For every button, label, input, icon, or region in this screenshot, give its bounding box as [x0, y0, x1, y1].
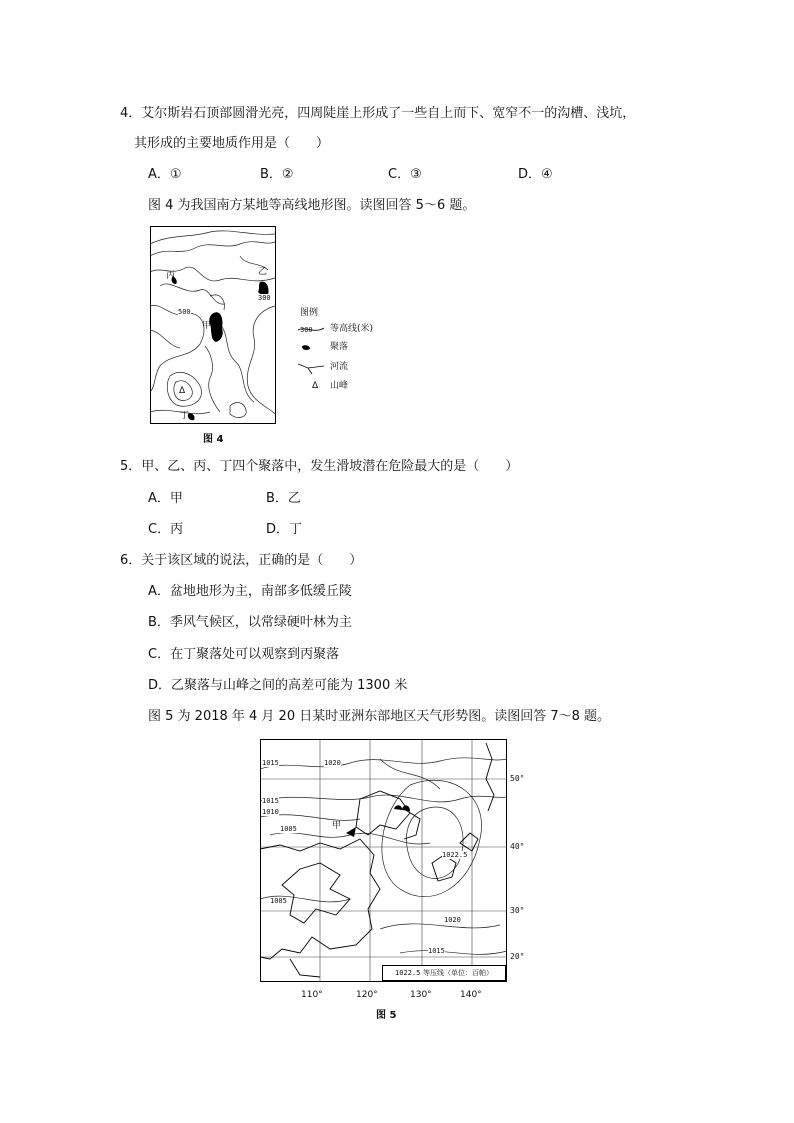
q6-option-b: B．季风气候区，以常绿硬叶林为主	[148, 615, 352, 630]
q6-stem: 6．关于该区域的说法，正确的是（ ）	[120, 553, 363, 568]
fig5-legend-value: 1022.5	[395, 969, 421, 977]
q4-option-a: A．①	[148, 167, 182, 182]
q4-option-b: B．②	[260, 167, 294, 182]
fig5-isobar-1005-a: 1005	[280, 825, 297, 833]
fig4-contour-label-300: 300	[258, 294, 271, 302]
q4-option-d: D．④	[518, 167, 553, 182]
q4-option-c: C．③	[388, 167, 422, 182]
fig4-intro: 图 4 为我国南方某地等高线地形图。读图回答 5～6 题。	[148, 198, 476, 213]
fig5-isobar-1015-a: 1015	[262, 759, 279, 767]
fig4-legend-contour: 等高线(米)	[330, 324, 374, 334]
q6-option-d: D．乙聚落与山峰之间的高差可能为 1300 米	[148, 678, 408, 693]
fig4-legend-title: 图例	[300, 308, 319, 318]
fig4-peak-symbol: Δ	[179, 386, 186, 396]
fig5-label-jia: 甲	[332, 821, 342, 831]
fig4-label-jia: 甲	[202, 321, 212, 331]
fig4-legend-contour-value: 300	[300, 326, 313, 334]
q5-option-c: C．丙	[148, 522, 184, 537]
fig4-contour-label-500: 500	[178, 308, 191, 316]
fig5-map-lines	[260, 739, 530, 984]
q4-stem-line2: 其形成的主要地质作用是（ ）	[134, 136, 330, 151]
q6-option-a: A．盆地地形为主，南部多低缓丘陵	[148, 584, 352, 599]
fig5-isobar-1020-b: 1020	[444, 916, 461, 924]
fig4-caption: 图 4	[203, 434, 224, 445]
fig5-lon-130: 130°	[410, 990, 432, 1000]
fig5-lon-120: 120°	[356, 990, 378, 1000]
fig5-lon-140: 140°	[460, 990, 482, 1000]
fig4-legend-peak-symbol: Δ	[312, 381, 319, 391]
fig5-weather-map	[260, 739, 530, 984]
fig5-isobar-1015-c: 1015	[428, 947, 445, 955]
q5-option-b: B．乙	[266, 491, 301, 506]
fig5-isobar-1020-a: 1020	[324, 759, 341, 767]
fig5-isobar-1005-b: 1005	[270, 897, 287, 905]
fig5-intro: 图 5 为 2018 年 4 月 20 日某时亚洲东部地区天气形势图。读图回答 7～8 题。	[148, 709, 611, 724]
fig5-lon-110: 110°	[301, 990, 323, 1000]
fig5-lat-50: 50°	[510, 774, 525, 783]
fig5-lat-40: 40°	[510, 842, 525, 851]
q5-stem: 5．甲、乙、丙、丁四个聚落中，发生滑坡潜在危险最大的是（ ）	[120, 459, 519, 474]
fig4-legend-settlement: 聚落	[330, 342, 349, 352]
fig5-lat-30: 30°	[510, 906, 525, 915]
fig5-isobar-1022-5: 1022.5	[442, 851, 468, 859]
fig4-legend-peak: 山峰	[330, 381, 349, 391]
fig4-legend	[298, 306, 398, 396]
fig4-label-yi: 乙	[258, 267, 268, 277]
fig5-legend-text: 等压线（单位：百帕）	[423, 969, 493, 977]
fig4-contour-lines	[150, 226, 276, 424]
fig5-isobar-1015-b: 1015	[262, 797, 279, 805]
fig5-lat-20: 20°	[510, 952, 525, 961]
q5-option-d: D．丁	[266, 522, 303, 537]
fig4-legend-river: 河流	[330, 362, 349, 372]
fig5-caption: 图 5	[376, 1010, 397, 1021]
fig5-legend-box	[382, 965, 506, 981]
fig4-label-bing: 丙	[166, 271, 176, 281]
q5-option-a: A．甲	[148, 491, 183, 506]
fig4-contour-map	[150, 226, 276, 424]
fig5-isobar-1010: 1010	[262, 808, 279, 816]
q4-stem-line1: 4．艾尔斯岩石顶部圆滑光亮，四周陡崖上形成了一些自上而下、宽窄不一的沟槽、浅坑，	[120, 106, 636, 121]
fig4-label-ding: 丁	[180, 411, 190, 421]
q6-option-c: C．在丁聚落处可以观察到丙聚落	[148, 647, 340, 662]
